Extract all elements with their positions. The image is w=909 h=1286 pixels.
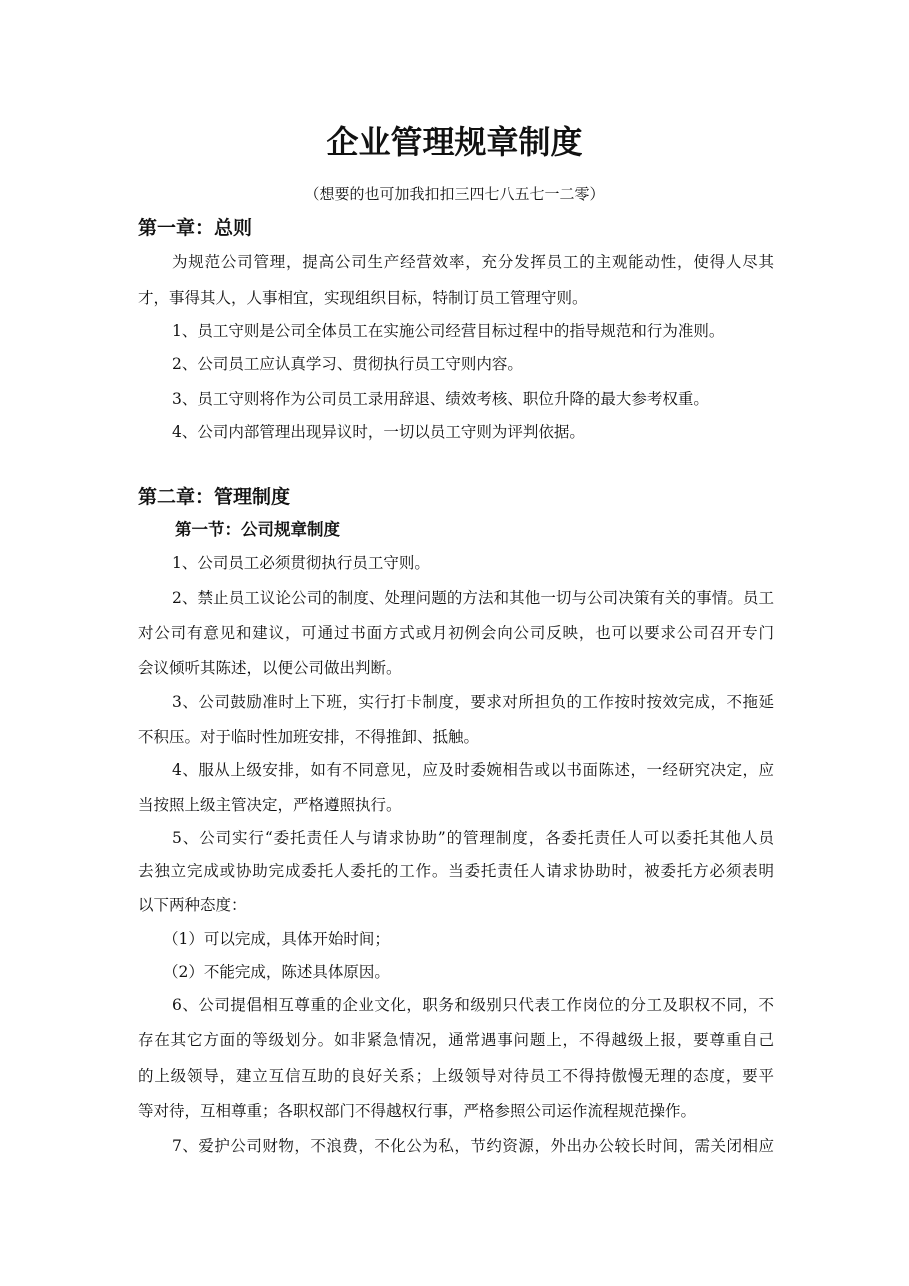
paragraph-line: 3、公司鼓励准时上下班，实行打卡制度，要求对所担负的工作按时按效完成，不拖延 [172,693,774,711]
document-subtitle: （想要的也可加我扣扣三四七八五七一二零） [304,185,605,203]
paragraph-line: 去独立完成或协助完成委托人委托的工作。当委托责任人请求协助时，被委托方必须表明 [138,862,774,880]
chapter-2-heading: 第二章：管理制度 [138,486,291,508]
paragraph-line: 1、公司员工必须贯彻执行员工守则。 [172,554,430,572]
paragraph-line: 1、员工守则是公司全体员工在实施公司经营目标过程中的指导规范和行为准则。 [172,322,725,340]
paragraph-line: 不积压。对于临时性加班安排，不得推卸、抵触。 [138,728,480,746]
paragraph-line: （2）不能完成，陈述具体原因。 [163,963,390,981]
paragraph-line: 为规范公司管理，提高公司生产经营效率，充分发挥员工的主观能动性，使得人尽其 [172,253,774,271]
section-1-heading: 第一节：公司规章制度 [175,520,340,539]
paragraph-line: 2、禁止员工议论公司的制度、处理问题的方法和其他一切与公司决策有关的事情。员工 [172,589,774,607]
paragraph-line: 4、公司内部管理出现异议时，一切以员工守则为评判依据。 [172,423,585,441]
paragraph-line: 3、员工守则将作为公司员工录用辞退、绩效考核、职位升降的最大参考权重。 [172,390,709,408]
paragraph-line: 存在其它方面的等级划分。如非紧急情况，通常遇事问题上，不得越级上报，要尊重自己 [138,1031,774,1049]
document-title: 企业管理规章制度 [326,123,583,161]
paragraph-line: 才，事得其人，人事相宜，实现组织目标，特制订员工管理守则。 [138,289,588,307]
chapter-1-heading: 第一章：总则 [138,217,253,239]
paragraph-line: 会议倾听其陈述，以便公司做出判断。 [138,659,402,677]
paragraph-line: 以下两种态度： [138,896,247,914]
paragraph-line: 对公司有意见和建议，可通过书面方式或月初例会向公司反映，也可以要求公司召开专门 [138,624,774,642]
paragraph-line: 5、公司实行“委托责任人与请求协助”的管理制度，各委托责任人可以委托其他人员 [172,829,774,847]
paragraph-line: 当按照上级主管决定，严格遵照执行。 [138,796,402,814]
paragraph-line: 的上级领导，建立互信互助的良好关系；上级领导对待员工不得持傲慢无理的态度，要平 [138,1067,774,1085]
paragraph-line: 等对待，互相尊重；各职权部门不得越权行事，严格参照公司运作流程规范操作。 [138,1102,697,1120]
paragraph-line: 4、服从上级安排，如有不同意见，应及时委婉相告或以书面陈述，一经研究决定，应 [172,761,774,779]
paragraph-line: 2、公司员工应认真学习、贯彻执行员工守则内容。 [172,355,523,373]
paragraph-line: 7、爱护公司财物，不浪费，不化公为私，节约资源，外出办公较长时间，需关闭相应 [172,1137,774,1155]
paragraph-line: （1）可以完成，具体开始时间； [163,930,390,948]
paragraph-line: 6、公司提倡相互尊重的企业文化，职务和级别只代表工作岗位的分工及职权不同，不 [172,996,774,1014]
